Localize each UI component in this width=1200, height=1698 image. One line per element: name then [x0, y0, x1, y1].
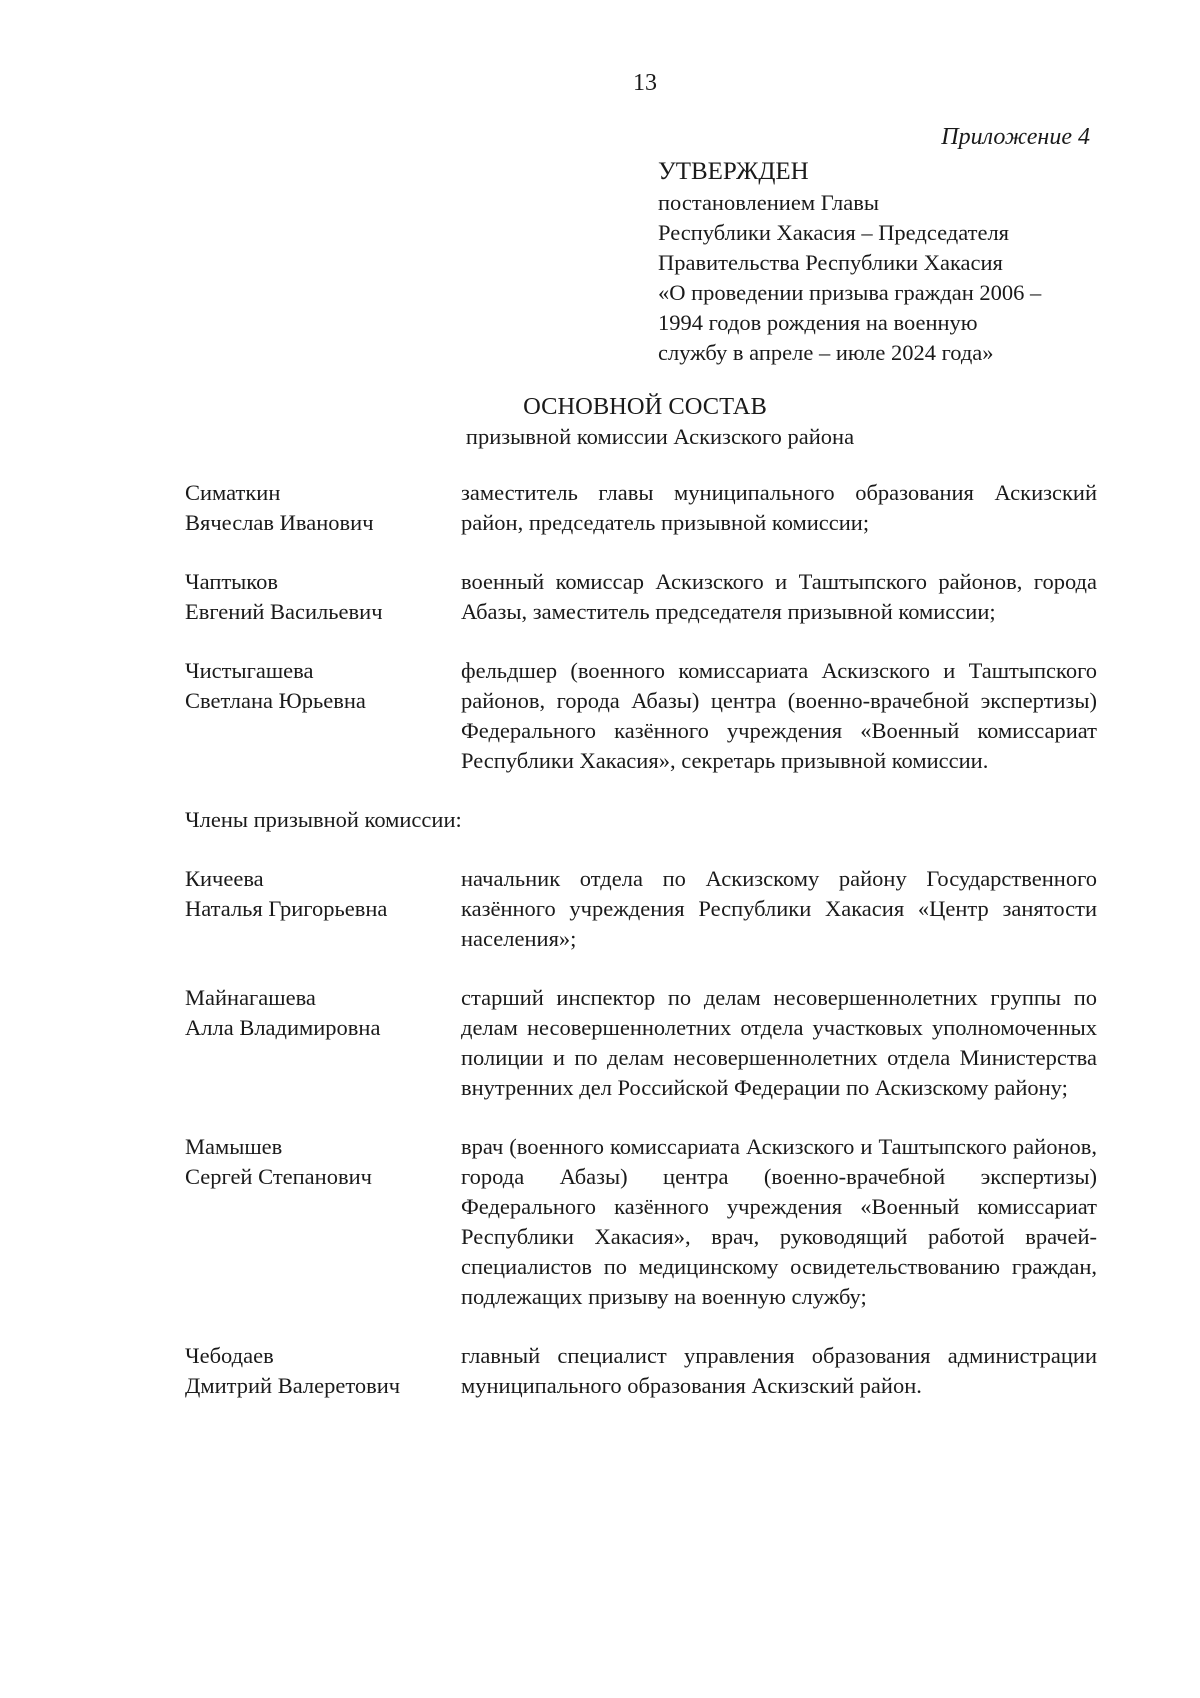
member-surname: Чебодаев: [185, 1343, 274, 1368]
members-section-label: Члены призывной комиссии:: [185, 807, 462, 832]
commission-entry: [185, 864, 1097, 954]
member-name: [185, 983, 461, 1103]
member-given-name: Сергей Степанович: [185, 1164, 372, 1189]
commission-entry: [185, 1341, 1097, 1401]
member-given-name: Светлана Юрьевна: [185, 688, 366, 713]
member-role: главный специалист управления образования администрации муниципального образования Аскизский район.: [461, 1343, 1097, 1398]
member-role: начальник отдела по Аскизскому району Государственного казённого учреждения Республики Хакасия «Центр занятости населения»;: [461, 866, 1097, 951]
commission-entry: [185, 1132, 1097, 1312]
appendix-label: Приложение 4: [941, 124, 1090, 150]
member-role: заместитель главы муниципального образования Аскизский район, председатель призывной комиссии;: [461, 480, 1097, 535]
member-name: [185, 478, 461, 538]
member-name: [185, 1341, 461, 1401]
member-given-name: Вячеслав Иванович: [185, 510, 374, 535]
member-role: врач (военного комиссариата Аскизского и Таштыпского районов, города Абазы) центра (военно-врачебной экспертизы) Федерального казённого учреждения «Военный комиссариат Республики Хакасия», врач, руководящий работой врачей-специалистов по медицинскому освидетельствованию граждан, подлежащих призыву на военную службу;: [461, 1134, 1097, 1309]
commission-entry: [185, 567, 1097, 627]
member-name: [185, 567, 461, 627]
member-surname: Кичеева: [185, 866, 264, 891]
approval-word: УТВЕРЖДЕН: [658, 158, 809, 185]
member-given-name: Алла Владимировна: [185, 1015, 381, 1040]
approval-line: службу в апреле – июле 2024 года»: [658, 340, 994, 365]
page-number: 13: [633, 70, 657, 96]
member-name: [185, 1132, 461, 1312]
member-surname: Чаптыков: [185, 569, 278, 594]
commission-entry: [185, 478, 1097, 538]
member-surname: Мамышев: [185, 1134, 283, 1159]
member-surname: Симаткин: [185, 480, 281, 505]
approval-line: постановлением Главы: [658, 190, 879, 215]
member-given-name: Евгений Васильевич: [185, 599, 383, 624]
approval-block: [658, 156, 1098, 368]
commission-entry: [185, 983, 1097, 1103]
document-title: ОСНОВНОЙ СОСТАВ: [523, 393, 767, 420]
member-surname: Майнагашева: [185, 985, 316, 1010]
document-subtitle: призывной комиссии Аскизского района: [465, 424, 855, 449]
approval-line: Республики Хакасия – Председателя: [658, 220, 1010, 245]
member-role: фельдшер (военного комиссариата Аскизского и Таштыпского районов, города Абазы) центра (военно-врачебной экспертизы) Федерального казённого учреждения «Военный комиссариат Республики Хакасия», секретарь призывной комиссии.: [461, 658, 1097, 773]
commission-list: [185, 478, 1097, 1401]
member-given-name: Наталья Григорьевна: [185, 896, 388, 921]
member-surname: Чистыгашева: [185, 658, 314, 683]
member-name: [185, 864, 461, 954]
approval-line: Правительства Республики Хакасия: [658, 250, 1003, 275]
member-role: военный комиссар Аскизского и Таштыпского районов, города Абазы, заместитель председателя призывной комиссии;: [461, 569, 1097, 624]
member-role: старший инспектор по делам несовершеннолетних группы по делам несовершеннолетних отдела участковых уполномоченных полиции и по делам несовершеннолетних отдела Министерства внутренних дел Российской Федерации по Аскизскому району;: [461, 985, 1097, 1100]
approval-line: «О проведении призыва граждан 2006 –: [658, 280, 1042, 305]
member-given-name: Дмитрий Валеретович: [185, 1373, 401, 1398]
commission-entry: [185, 656, 1097, 776]
member-name: [185, 656, 461, 776]
approval-line: 1994 годов рождения на военную: [658, 310, 978, 335]
